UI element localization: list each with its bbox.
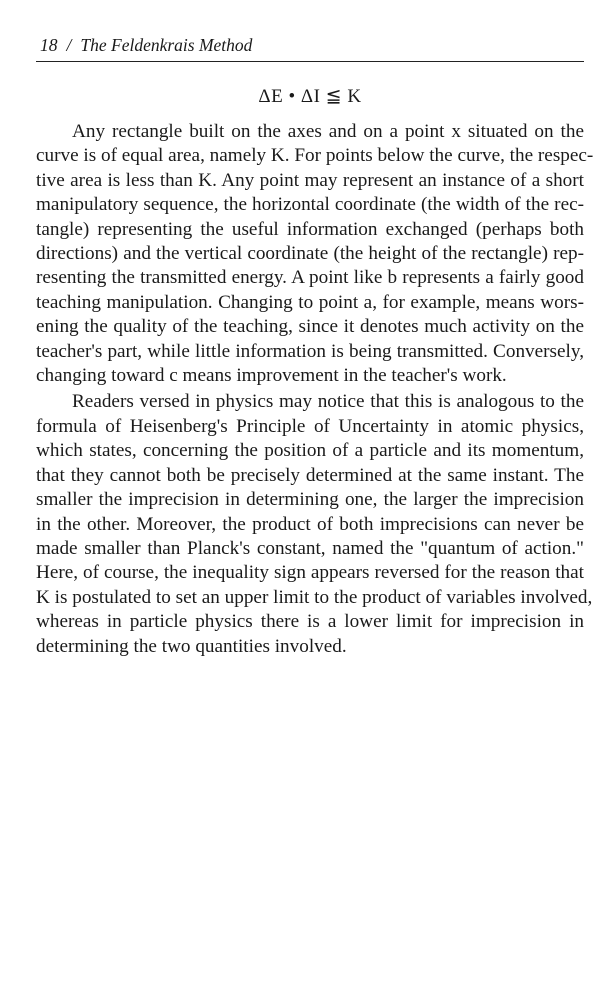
text-line: tive area is less than K. Any point may represent an instance of a short xyxy=(36,169,584,191)
text-line: smaller the imprecision in determining one, the larger the imprecision xyxy=(36,489,584,511)
book-title: The Feldenkrais Method xyxy=(80,35,253,55)
text-line: teaching manipulation. Changing to point a, for example, means wors- xyxy=(36,291,584,313)
running-head-separator: / xyxy=(66,35,72,55)
text-line: tangle) representing the useful information exchanged (perhaps both xyxy=(36,218,584,240)
text-line: directions) and the vertical coordinate (the height of the rectangle) rep- xyxy=(36,243,584,265)
formula: ΔE • ΔI ≦ K xyxy=(258,86,362,107)
paragraph-1 xyxy=(36,120,594,388)
running-head xyxy=(36,34,584,62)
text-line: which states, concerning the position of a particle and its momentum, xyxy=(36,440,584,462)
text-line: teacher's part, while little information is being transmitted. Conversely, xyxy=(36,340,584,362)
text-line: in the other. Moreover, the product of both imprecisions can never be xyxy=(36,513,584,535)
text-line: changing toward c means improvement in the teacher's work. xyxy=(36,365,507,387)
text-line: Readers versed in physics may notice that this is analogous to the xyxy=(72,391,584,413)
text-line: ening the quality of the teaching, since it denotes much activity on the xyxy=(36,316,584,338)
text-line: Here, of course, the inequality sign appears reversed for the reason that xyxy=(36,562,584,584)
text-line: curve is of equal area, namely K. For points below the curve, the respec- xyxy=(36,145,594,167)
text-line: determining the two quantities involved. xyxy=(36,635,347,657)
page-number: 18 xyxy=(40,35,58,55)
text-line: that they cannot both be precisely determined at the same instant. The xyxy=(36,464,584,486)
text-line: formula of Heisenberg's Principle of Uncertainty in atomic physics, xyxy=(36,415,584,437)
text-line: manipulatory sequence, the horizontal coordinate (the width of the rec- xyxy=(36,194,584,216)
text-line: Any rectangle built on the axes and on a point x situated on the xyxy=(72,121,584,142)
text-line: resenting the transmitted energy. A point like b represents a fairly good xyxy=(36,267,584,289)
text-line: made smaller than Planck's constant, named the "quantum of action." xyxy=(36,537,584,559)
book-page xyxy=(36,34,594,659)
text-line: whereas in particle physics there is a lower limit for imprecision in xyxy=(36,611,584,633)
text-line: K is postulated to set an upper limit to the product of variables involved, xyxy=(36,586,593,608)
paragraph-2 xyxy=(36,390,593,658)
